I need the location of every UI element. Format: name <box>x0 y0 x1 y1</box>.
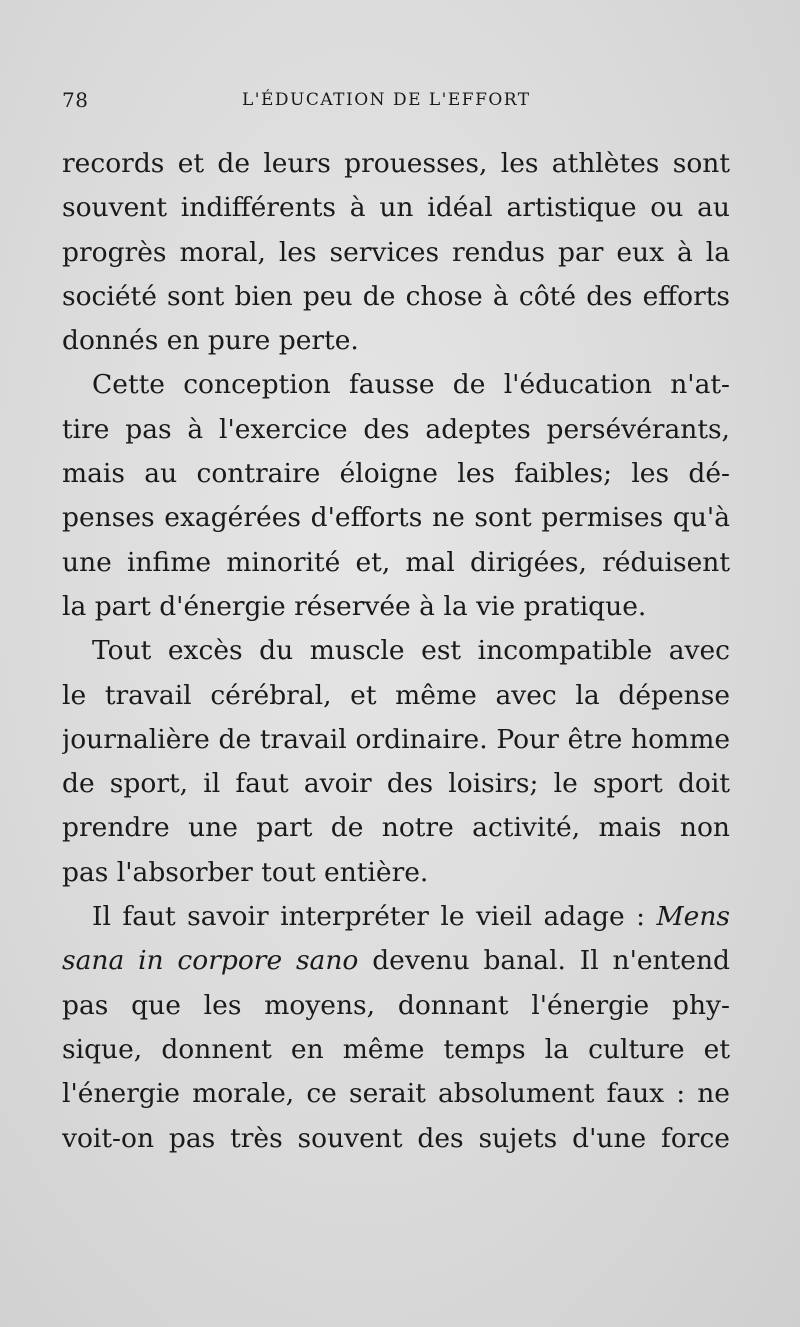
text-line: donnés en pure perte. <box>62 325 359 357</box>
text-line: Tout excès du muscle est incompatible avec <box>92 635 730 667</box>
text-line: Cette conception fausse de l'éducation n'at- <box>92 369 730 401</box>
text-line: voit-on pas très souvent des sujets d'une force <box>62 1122 730 1154</box>
text-line: progrès moral, les services rendus par eux à la <box>62 236 730 268</box>
text-line: journalière de travail ordinaire. Pour être homme <box>62 723 730 755</box>
text-line: souvent indifférents à un idéal artistique ou au <box>62 192 730 224</box>
text-line: de sport, il faut avoir des loisirs; le sport doit <box>62 768 730 800</box>
running-title: L'ÉDUCATION DE L'EFFORT <box>242 90 531 110</box>
italic-text: sana in corpore sano <box>62 945 359 977</box>
body-text <box>62 142 730 1161</box>
text-line <box>62 895 730 939</box>
text-line: mais au contraire éloigne les faibles; les dé- <box>62 458 730 490</box>
page-number: 78 <box>62 88 89 112</box>
text-line: pas l'absorber tout entière. <box>62 856 429 888</box>
text-line: société sont bien peu de chose à côté des efforts <box>62 280 730 312</box>
text-line: prendre une part de notre activité, mais non <box>62 812 730 844</box>
text-line: records et de leurs prouesses, les athlètes sont <box>62 148 730 179</box>
text-line: la part d'énergie réservée à la vie pratique. <box>62 590 647 622</box>
text-line: le travail cérébral, et même avec la dépense <box>62 679 730 711</box>
text-run: Il faut savoir interpréter le vieil adage : <box>92 901 657 933</box>
text-run: devenu banal. Il n'entend <box>358 945 730 977</box>
text-line <box>62 939 730 983</box>
text-line: l'énergie morale, ce serait absolument faux : ne <box>62 1078 730 1110</box>
text-line: pas que les moyens, donnant l'énergie phy- <box>62 989 730 1021</box>
text-line: tire pas à l'exercice des adeptes persévérants, <box>62 413 730 445</box>
text-line: une infime minorité et, mal dirigées, réduisent <box>62 546 730 578</box>
text-line: sique, donnent en même temps la culture et <box>62 1033 730 1065</box>
page-header <box>62 88 722 118</box>
italic-text: Mens <box>656 901 730 933</box>
text-line: penses exagérées d'efforts ne sont permises qu'à <box>62 502 730 534</box>
